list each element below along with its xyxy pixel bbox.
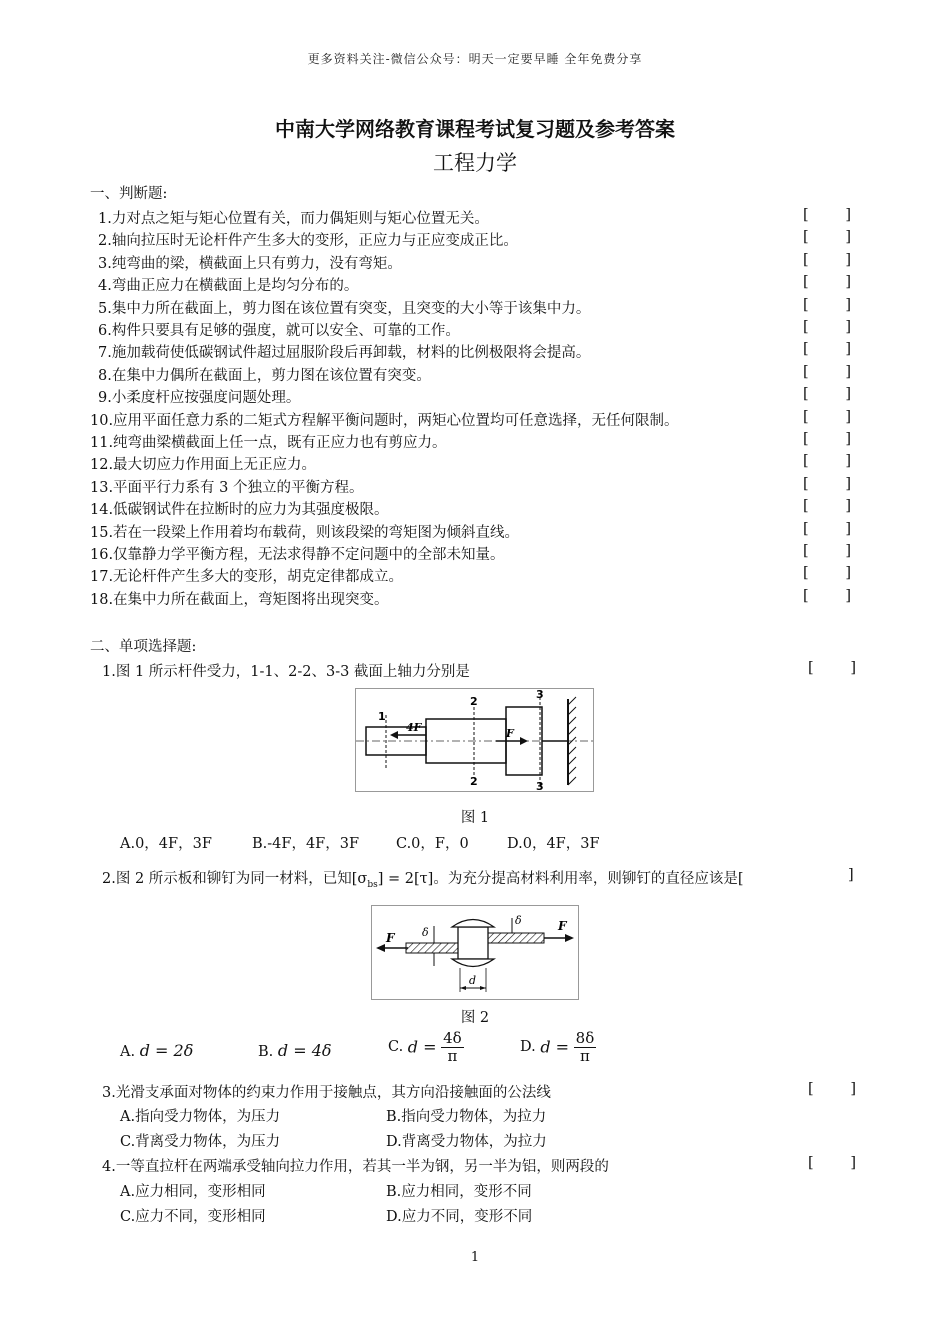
true-false-item: 13.平面平行力系有 3 个独立的平衡方程。 [90,479,364,496]
page-number: 1 [470,1250,480,1265]
bracket-close: ] [850,1081,856,1097]
answer-bracket-tf[interactable] [803,521,851,537]
bracket-open: [ [803,341,809,358]
q2-option-c-denominator: π [447,1046,458,1065]
bracket-close: ] [850,660,856,676]
answer-bracket-tf[interactable] [803,498,851,514]
section-heading-true-false: 一、判断题: [90,186,168,202]
fig2-thickness-right: δ [515,914,522,927]
q4-option-d[interactable]: D.应力不同，变形不同 [386,1209,533,1225]
q2-option-a[interactable] [120,1041,193,1060]
q1-option-a[interactable]: A.0，4F，3F [120,836,212,852]
fig2-force-left: F [386,931,395,945]
q2-option-d-fraction [574,1030,597,1064]
q4-option-c[interactable]: C.应力不同，变形相同 [120,1209,266,1225]
bracket-open: [ [808,1155,814,1171]
bracket-close: ] [845,565,851,582]
q1-option-d[interactable]: D.0，4F，3F [507,836,600,852]
true-false-item: 11.纯弯曲梁横截面上任一点，既有正应力也有剪应力。 [90,435,447,451]
true-false-item: 15.若在一段梁上作用着均布载荷，则该段梁的弯矩图为倾斜直线。 [90,524,520,541]
q2-subscript: bs [367,879,378,890]
bracket-close: ] [850,1155,856,1171]
bracket-close: ] [845,341,851,358]
answer-bracket-tf[interactable] [803,565,851,581]
q2-option-c[interactable] [388,1030,464,1064]
question-3-text: 3.光滑支承面对物体的约束力作用于接触点，其方向沿接触面的公法线 [102,1085,551,1101]
fig1-label-section-1: 1 [378,710,386,723]
q2-option-d[interactable] [520,1030,596,1064]
bracket-close: ] [845,296,851,313]
true-false-item: 2.轴向拉压时无论杆件产生多大的变形，正应力与正应变成正比。 [98,233,518,250]
document-title: 中南大学网络教育课程考试复习题及参考答案 [275,117,675,141]
bracket-close: ] [845,251,851,268]
q1-option-b[interactable]: B.-4F，4F，3F [252,836,360,852]
true-false-item: 10.应用平面任意力系的二矩式方程解平衡问题时，两矩心位置均可任意选择，无任何限制。 [90,412,679,429]
true-false-item: 4.弯曲正应力在横截面上是均匀分布的。 [98,278,359,295]
bracket-open: [ [803,475,809,492]
q2-option-c-fraction [441,1030,464,1064]
q2-option-b[interactable] [258,1041,332,1060]
answer-bracket-tf[interactable] [803,319,851,335]
q2-option-c-lhs: d = [407,1037,437,1057]
bracket-close: ] [845,408,851,425]
answer-bracket-tf[interactable] [803,453,851,469]
bracket-open: [ [803,520,809,537]
q4-option-b[interactable]: B.应力相同，变形不同 [386,1184,532,1200]
bracket-close: ] [845,274,851,291]
bracket-close: ] [845,386,851,403]
fig1-label-section-3-bottom: 3 [536,780,544,791]
answer-bracket-tf[interactable] [803,409,851,425]
bracket-open: [ [803,296,809,313]
bracket-open: [ [803,386,809,403]
answer-bracket-q4[interactable] [808,1155,856,1171]
answer-bracket-tf[interactable] [803,476,851,492]
fig1-force-F: F [506,727,514,740]
q3-option-b[interactable]: B.指向受力物体，为拉力 [386,1109,547,1125]
bracket-open: [ [803,498,809,515]
true-false-item: 14.低碳钢试件在拉断时的应力为其强度极限。 [90,502,389,519]
q2-option-a-expr: d = 2δ [139,1041,194,1060]
answer-bracket-q3[interactable] [808,1081,856,1097]
true-false-item: 16.仅靠静力学平衡方程，无法求得静不定问题中的全部未知量。 [90,547,505,563]
fig1-label-section-3: 3 [536,689,544,701]
figure-1-drawing [356,689,593,791]
bracket-open: [ [803,408,809,425]
q2-option-d-numerator: 8δ [575,1029,595,1047]
section-heading-single-choice: 二、单项选择题: [90,639,197,655]
q2-option-d-lhs: d = [540,1037,570,1057]
answer-bracket-tf[interactable] [803,274,851,290]
q2-option-d-label: D. [520,1039,536,1055]
fig1-label-section-2: 2 [470,695,478,708]
figure-2-caption: 图 2 [460,1010,490,1026]
true-false-item: 7.施加载荷使低碳钢试件超过屈服阶段后再卸载，材料的比例极限将会提高。 [98,345,591,362]
bracket-close: ] [845,587,851,604]
q2-text-mid: ] = 2[τ] [377,871,434,887]
bracket-close: ] [848,867,854,883]
true-false-item: 1.力对点之矩与矩心位置有关，而力偶矩则与矩心位置无关。 [98,211,489,227]
answer-bracket-tf[interactable] [803,431,851,447]
bracket-open: [ [803,363,809,380]
bracket-close: ] [845,543,851,559]
q2-option-b-expr: d = 4δ [277,1041,332,1060]
bracket-open: [ [803,319,809,335]
watermark-text: 更多资料关注-微信公众号：明天一定要早睡 全年免费分享 [307,52,643,66]
answer-bracket-tf[interactable] [803,543,851,559]
bracket-open: [ [808,1081,814,1097]
q2-option-c-label: C. [388,1039,404,1055]
true-false-item: 17.无论杆件产生多大的变形，胡克定律都成立。 [90,569,404,586]
q2-option-b-label: B. [258,1044,274,1060]
bracket-open: [ [803,207,809,223]
q2-text-pre: 2.图 2 所示板和铆钉为同一材料，已知[σ [102,871,368,887]
bracket-open: [ [808,660,814,676]
question-2-text [102,867,743,890]
q2-option-d-denominator: π [580,1046,590,1065]
answer-bracket-tf[interactable] [803,297,851,313]
answer-bracket-q1[interactable] [808,660,856,676]
q2-text-post: 。为充分提高材料利用率，则铆钉的直径应该是[ [433,871,744,887]
q3-option-d[interactable]: D.背离受力物体，为拉力 [386,1134,547,1150]
bracket-close: ] [845,207,851,223]
bracket-open: [ [803,251,809,268]
true-false-item: 12.最大切应力作用面上无正应力。 [90,457,317,474]
figure-1-stepped-bar [355,688,594,792]
true-false-item: 18.在集中力所在截面上，弯矩图将出现突变。 [90,591,389,608]
bracket-open: [ [803,543,809,559]
question-1-text: 1.图 1 所示杆件受力，1-1、2-2、3-3 截面上轴力分别是 [102,664,470,680]
bracket-open: [ [803,587,809,604]
figure-2-riveted-plates [371,905,579,1000]
q1-option-c[interactable]: C.0，F，0 [396,836,469,852]
true-false-item: 8.在集中力偶所在截面上，剪力图在该位置有突变。 [98,367,431,384]
question-4-text: 4.一等直拉杆在两端承受轴向拉力作用，若其一半为钢，另一半为铝，则两段的 [102,1159,609,1175]
figure-1-caption: 图 1 [460,810,490,826]
answer-bracket-tf[interactable] [803,364,851,380]
bracket-close: ] [845,498,851,515]
answer-bracket-tf[interactable] [803,588,851,604]
q4-option-a[interactable]: A.应力相同，变形相同 [120,1184,266,1200]
true-false-item: 5.集中力所在截面上，剪力图在该位置有突变，且突变的大小等于该集中力。 [98,300,591,317]
answer-bracket-tf[interactable] [803,229,851,245]
bracket-close: ] [845,363,851,380]
figure-2-drawing [372,906,578,999]
bracket-close: ] [845,431,851,447]
bracket-open: [ [803,274,809,291]
answer-bracket-tf[interactable] [803,386,851,402]
true-false-item: 3.纯弯曲的梁，横截面上只有剪力，没有弯矩。 [98,255,402,272]
bracket-close: ] [845,229,851,246]
bracket-open: [ [803,229,809,246]
q3-option-c[interactable]: C.背离受力物体，为压力 [120,1134,281,1150]
bracket-close: ] [845,319,851,335]
answer-bracket-tf[interactable] [803,252,851,268]
q2-option-c-numerator: 4δ [443,1029,462,1047]
bracket-open: [ [803,565,809,582]
q2-option-a-label: A. [120,1044,136,1060]
course-title: 工程力学 [433,151,517,175]
true-false-item: 6.构件只要具有足够的强度，就可以安全、可靠的工作。 [98,323,460,339]
bracket-open: [ [803,453,809,470]
answer-bracket-q2[interactable] [848,867,854,883]
fig2-diameter-label: d [469,974,477,987]
fig1-label-section-2-bottom: 2 [470,775,478,788]
q3-option-a[interactable]: A.指向受力物体，为压力 [120,1109,281,1125]
bracket-close: ] [845,475,851,492]
fig2-force-right: F [558,919,567,933]
bracket-open: [ [803,431,809,447]
bracket-close: ] [845,520,851,537]
true-false-item: 9.小柔度杆应按强度问题处理。 [98,390,301,407]
fig1-force-4F: 4F [406,721,422,734]
bracket-close: ] [845,453,851,470]
answer-bracket-tf[interactable] [803,207,851,223]
answer-bracket-tf[interactable] [803,341,851,357]
fig2-thickness-left: δ [422,926,429,939]
